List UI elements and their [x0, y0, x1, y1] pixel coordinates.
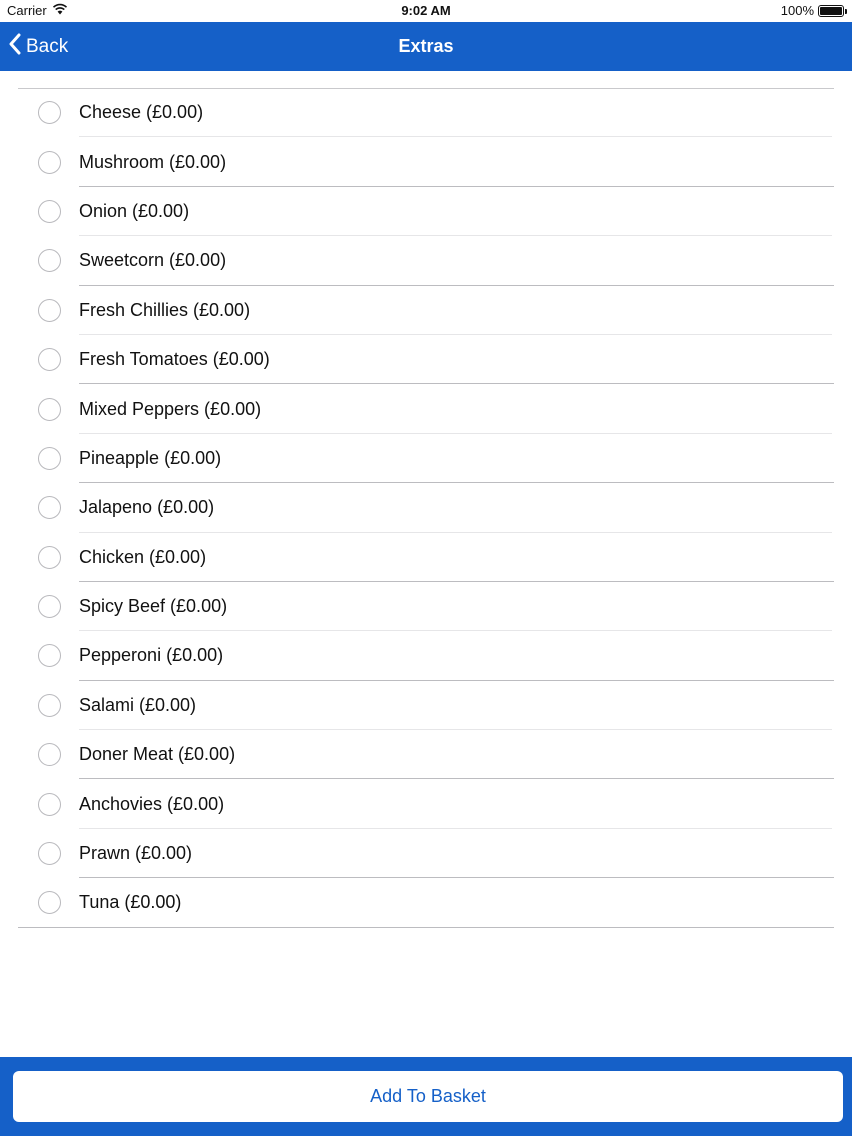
carrier-label: Carrier: [7, 3, 47, 18]
extra-option[interactable]: [0, 730, 852, 779]
extra-option[interactable]: [0, 384, 852, 433]
extra-option-label: Mixed Peppers (£0.00): [79, 398, 262, 419]
battery-percent: 100%: [780, 3, 814, 18]
radio-button[interactable]: [38, 101, 61, 124]
extra-option-label: Spicy Beef (£0.00): [79, 596, 228, 617]
radio-button[interactable]: [38, 793, 61, 816]
radio-button[interactable]: [38, 694, 61, 717]
status-bar: [0, 0, 852, 22]
radio-button[interactable]: [38, 348, 61, 371]
chevron-left-icon: [8, 33, 22, 61]
radio-button[interactable]: [38, 151, 61, 174]
extra-option-label: Prawn (£0.00): [79, 843, 193, 864]
nav-bar: [0, 22, 852, 71]
extra-option-label: Onion (£0.00): [79, 200, 190, 221]
radio-button[interactable]: [38, 447, 61, 470]
extra-option-label: Anchovies (£0.00): [79, 793, 225, 814]
radio-button[interactable]: [38, 644, 61, 667]
extra-option[interactable]: [0, 286, 852, 335]
radio-button[interactable]: [38, 496, 61, 519]
extra-option[interactable]: [0, 483, 852, 532]
add-to-basket-button[interactable]: Add To Basket: [13, 1071, 843, 1122]
back-label: Back: [26, 35, 69, 57]
radio-button[interactable]: [38, 842, 61, 865]
extra-option-label: Mushroom (£0.00): [79, 151, 227, 172]
radio-button[interactable]: [38, 398, 61, 421]
battery-fill: [820, 7, 842, 15]
extra-option-label: Tuna (£0.00): [79, 892, 182, 913]
extra-option-label: Fresh Tomatoes (£0.00): [79, 349, 270, 370]
radio-button[interactable]: [38, 891, 61, 914]
extra-option[interactable]: [0, 631, 852, 680]
extra-option-label: Salami (£0.00): [79, 694, 197, 715]
extra-option[interactable]: [0, 779, 852, 828]
extra-option-label: Cheese (£0.00): [79, 102, 204, 123]
radio-button[interactable]: [38, 249, 61, 272]
radio-button[interactable]: [38, 546, 61, 569]
extras-list: [0, 88, 852, 928]
extra-option-label: Doner Meat (£0.00): [79, 744, 236, 765]
radio-button[interactable]: [38, 743, 61, 766]
extra-option[interactable]: [0, 88, 852, 137]
extra-option[interactable]: [0, 187, 852, 236]
extra-option-label: Sweetcorn (£0.00): [79, 250, 227, 271]
battery-icon: [818, 5, 844, 17]
extra-option-label: Pineapple (£0.00): [79, 447, 222, 468]
radio-button[interactable]: [38, 200, 61, 223]
row-divider: [18, 927, 834, 928]
radio-button[interactable]: [38, 299, 61, 322]
extra-option[interactable]: [0, 533, 852, 582]
extra-option-label: Pepperoni (£0.00): [79, 645, 224, 666]
status-time: 9:02 AM: [401, 3, 451, 18]
extra-option[interactable]: [0, 829, 852, 878]
extra-option[interactable]: [0, 137, 852, 186]
extra-option-label: Jalapeno (£0.00): [79, 497, 215, 518]
back-button[interactable]: [8, 22, 68, 71]
extra-option[interactable]: [0, 878, 852, 927]
page-title: Extras: [398, 36, 454, 56]
extra-option[interactable]: [0, 681, 852, 730]
extra-option[interactable]: [0, 582, 852, 631]
extra-option[interactable]: [0, 335, 852, 384]
status-right: [781, 3, 844, 18]
extra-option-label: Fresh Chillies (£0.00): [79, 299, 251, 320]
extra-option-label: Chicken (£0.00): [79, 546, 207, 567]
extra-option[interactable]: [0, 434, 852, 483]
footer-bar: [0, 1057, 852, 1136]
radio-button[interactable]: [38, 595, 61, 618]
extra-option[interactable]: [0, 236, 852, 285]
